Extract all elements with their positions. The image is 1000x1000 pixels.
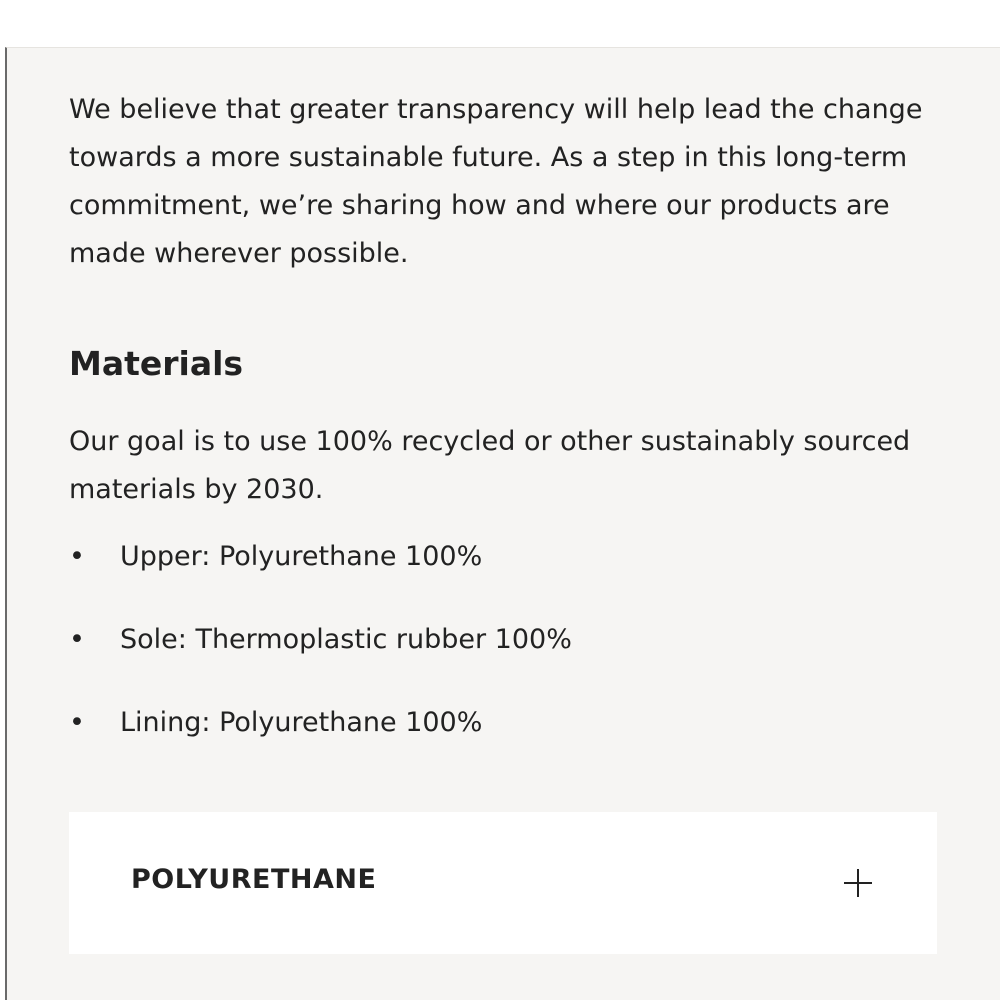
accordion-title: POLYURETHANE (131, 864, 377, 895)
list-item (69, 699, 572, 782)
bullet-icon: • (69, 624, 85, 655)
list-item (69, 533, 572, 616)
material-lining: Lining: Polyurethane 100% (120, 707, 483, 738)
material-upper: Upper: Polyurethane 100% (120, 541, 483, 572)
intro-text: We believe that greater transparency will help lead the change towards a more sustainable future. As a step in this long-term commitment, we’re sharing how and where our products are made wherever possible. (69, 94, 923, 269)
materials-list (69, 533, 572, 782)
sustainability-panel (5, 47, 1000, 1000)
bullet-icon: • (69, 707, 85, 738)
materials-heading: Materials (69, 344, 244, 383)
bullet-icon: • (69, 541, 85, 572)
plus-icon[interactable] (844, 869, 872, 897)
materials-goal-text: Our goal is to use 100% recycled or other sustainably sourced materials by 2030. (69, 426, 911, 505)
list-item (69, 616, 572, 699)
polyurethane-accordion[interactable] (69, 812, 937, 954)
material-sole: Sole: Thermoplastic rubber 100% (120, 624, 572, 655)
